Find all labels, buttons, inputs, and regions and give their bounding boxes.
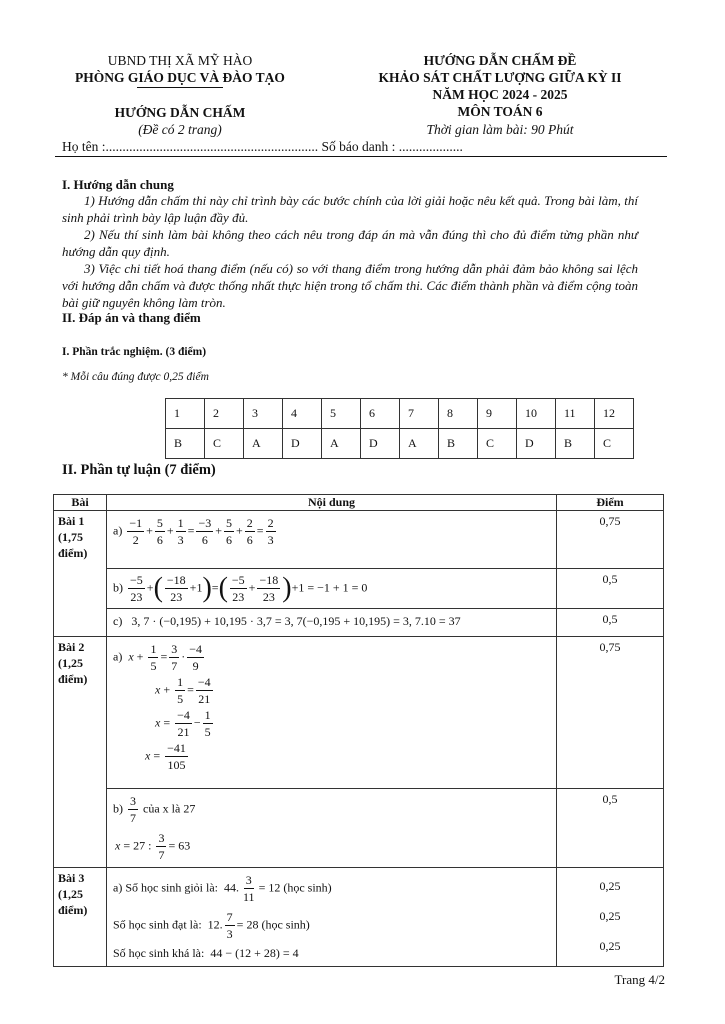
mc-answer: D bbox=[283, 429, 322, 459]
header-divider bbox=[55, 156, 667, 157]
table-row bbox=[54, 789, 664, 868]
exam-name: KHẢO SÁT CHẤT LƯỢNG GIỮA KỲ II bbox=[378, 70, 622, 85]
guideline-3: 3) Việc chi tiết hoá thang điểm (nếu có) so với thang điểm trong hướng dẫn phải đảm bảo không sai lệch với hướng dẫn chấm và được thống nhất thực hiện trong tổ chấm thi. Các điểm thành phần và điểm cộng toàn bài giữ nguyên không làm tròn. bbox=[62, 261, 638, 310]
part-label: a) bbox=[113, 649, 123, 664]
bai3-label: Bài 3 (1,25 điểm) bbox=[54, 868, 107, 967]
table-row bbox=[54, 569, 664, 609]
mc-answer: C bbox=[205, 429, 244, 459]
authority: UBND THỊ XÃ MỸ HÀO bbox=[107, 53, 253, 68]
mc-answer: D bbox=[361, 429, 400, 459]
mc-number: 10 bbox=[517, 399, 556, 429]
mc-answer-table bbox=[165, 398, 634, 459]
school-year: NĂM HỌC 2024 - 2025 bbox=[432, 87, 568, 102]
part-label: b) bbox=[113, 580, 123, 595]
mc-answer: B bbox=[556, 429, 595, 459]
mc-number: 9 bbox=[478, 399, 517, 429]
bai2a-score: 0,75 bbox=[557, 637, 664, 789]
mc-answer: D bbox=[517, 429, 556, 459]
bai1b-score: 0,5 bbox=[557, 569, 664, 609]
bai3-scores bbox=[557, 868, 664, 967]
subject: MÔN TOÁN 6 bbox=[457, 104, 543, 119]
bai3a-unit: (học sinh) bbox=[283, 880, 332, 895]
bai2b-content: b) $\frac{3}{7}$ của x là 27 x = 27 : $\frac{3}{7}$ = 63 bbox=[107, 789, 557, 868]
header-bai: Bài bbox=[54, 495, 107, 511]
section2-title: II. Đáp án và thang điểm bbox=[62, 310, 201, 325]
mc-answer: B bbox=[166, 429, 205, 459]
bai1-label: Bài 1 (1,75 điểm) bbox=[54, 511, 107, 637]
mc-answer: C bbox=[478, 429, 517, 459]
header-score: Điểm bbox=[557, 495, 664, 511]
mc-number: 2 bbox=[205, 399, 244, 429]
header-content: Nội dung bbox=[107, 495, 557, 511]
part-label: a) bbox=[113, 523, 123, 538]
bai1c-score: 0,5 bbox=[557, 609, 664, 637]
mc-number: 4 bbox=[283, 399, 322, 429]
mc-number: 7 bbox=[400, 399, 439, 429]
bai1a-score: 0,75 bbox=[557, 511, 664, 569]
mc-number: 8 bbox=[439, 399, 478, 429]
bai1c-expression: 3, 7 · (−0,195) + 10,195 · 3,7 = 3, 7(−0,195 + 10,195) = 3, 7.10 = 37 bbox=[131, 614, 461, 628]
mc-answer: A bbox=[244, 429, 283, 459]
mc-note: * Mỗi câu đúng được 0,25 điểm bbox=[62, 371, 209, 383]
mc-answer: A bbox=[400, 429, 439, 459]
bai2-label: Bài 2 (1,25 điểm) bbox=[54, 637, 107, 868]
bai2b-text: của x là 27 bbox=[143, 801, 196, 816]
table-row bbox=[54, 637, 664, 789]
mc-number: 12 bbox=[595, 399, 634, 429]
bai2a-content: a) x + $\frac{1}{5}$ = $\frac{3}{7}$ · $\frac{-4}{9}$ x + $\frac{1}{5}$ = $\frac{-4}{21}$ x = $\frac{-4}{21}$ − $\frac{1}{5}$ x = $\frac{-41}{105}$ bbox=[107, 637, 557, 789]
left-title: HƯỚNG DẪN CHẤM bbox=[114, 105, 246, 120]
mc-answer-row bbox=[166, 429, 634, 459]
department: PHÒNG GIÁO DỤC VÀ ĐÀO TẠO bbox=[75, 70, 285, 85]
page-number: Trang 4/2 bbox=[614, 972, 665, 987]
bai3b-unit: (học sinh) bbox=[261, 917, 310, 932]
student-info-line: Họ tên :............................................................... Số báo danh : ................... bbox=[62, 139, 463, 154]
mc-number: 5 bbox=[322, 399, 361, 429]
guideline-2: 2) Nếu thí sinh làm bài không theo cách nêu trong đáp án mà vẫn đúng thì cho đủ điểm từng phần như hướng dẫn quy định. bbox=[62, 227, 638, 259]
mc-number: 3 bbox=[244, 399, 283, 429]
bai1a-content: a) $\frac{-1}{2}$ + $\frac{5}{6}$ + $\frac{1}{3}$ = $\frac{-3}{6}$ + $\frac{5}{6}$ + $\frac{2}{6}$ = $\frac{2}{3}$ bbox=[107, 511, 557, 569]
table-row bbox=[54, 511, 664, 569]
section1-title: I. Hướng dẫn chung bbox=[62, 177, 174, 192]
left-header bbox=[60, 52, 300, 86]
mc-number: 6 bbox=[361, 399, 400, 429]
part-label: c) bbox=[113, 614, 123, 628]
bai3a-text: a) Số học sinh giỏi là: bbox=[113, 880, 218, 895]
bai3-score-2: 0,25 bbox=[599, 909, 621, 923]
bai1b-content: b) $\frac{-5}{23}$ +( $\frac{-18}{23}$ +1)=( $\frac{-5}{23}$ + $\frac{-18}{23}$ )+1 = −1 + 1 = 0 bbox=[107, 569, 557, 609]
time-limit: Thời gian làm bài: 90 Phút bbox=[426, 122, 574, 137]
mc-answer: C bbox=[595, 429, 634, 459]
mc-number: 11 bbox=[556, 399, 595, 429]
essay-title: II. Phần tự luận (7 điểm) bbox=[62, 462, 216, 478]
mc-number: 1 bbox=[166, 399, 205, 429]
doc-title: HƯỚNG DẪN CHẤM ĐỀ bbox=[423, 53, 577, 68]
bai3-content: a) Số học sinh giỏi là: 44. $\frac{3}{11}$ = 12 (học sinh) Số học sinh đạt là: 12. $\frac{7}{3}$ = 28 (học sinh) Số học sinh khá là: 44 − (12 + 28) = 4 bbox=[107, 868, 557, 967]
bai3c-expression: 44 − (12 + 28) = 4 bbox=[210, 946, 299, 960]
header-underline bbox=[137, 87, 223, 88]
mc-answer: A bbox=[322, 429, 361, 459]
grading-table bbox=[53, 494, 664, 967]
table-row bbox=[54, 609, 664, 637]
mc-title: I. Phần trắc nghiệm. (3 điểm) bbox=[62, 346, 207, 358]
table-header-row bbox=[54, 495, 664, 511]
bai2b-score: 0,5 bbox=[557, 789, 664, 868]
part-label: b) bbox=[113, 801, 123, 816]
left-subtitle: (Đề có 2 trang) bbox=[138, 122, 222, 137]
bai3c-text: Số học sinh khá là: bbox=[113, 946, 205, 960]
table-row bbox=[54, 868, 664, 967]
bai3b-text: Số học sinh đạt là: bbox=[113, 917, 202, 932]
mc-number-row bbox=[166, 399, 634, 429]
mc-answer: B bbox=[439, 429, 478, 459]
bai3-score-1: 0,25 bbox=[599, 879, 621, 893]
bai3-score-3: 0,25 bbox=[599, 939, 621, 953]
right-header bbox=[340, 52, 660, 120]
guideline-1: 1) Hướng dẫn chấm thi này chỉ trình bày các bước chính của lời giải hoặc nêu kết quả. Trong bài làm, thí sinh phải trình bày lập luận đầy đủ. bbox=[62, 193, 638, 225]
bai1c-content bbox=[107, 609, 557, 637]
